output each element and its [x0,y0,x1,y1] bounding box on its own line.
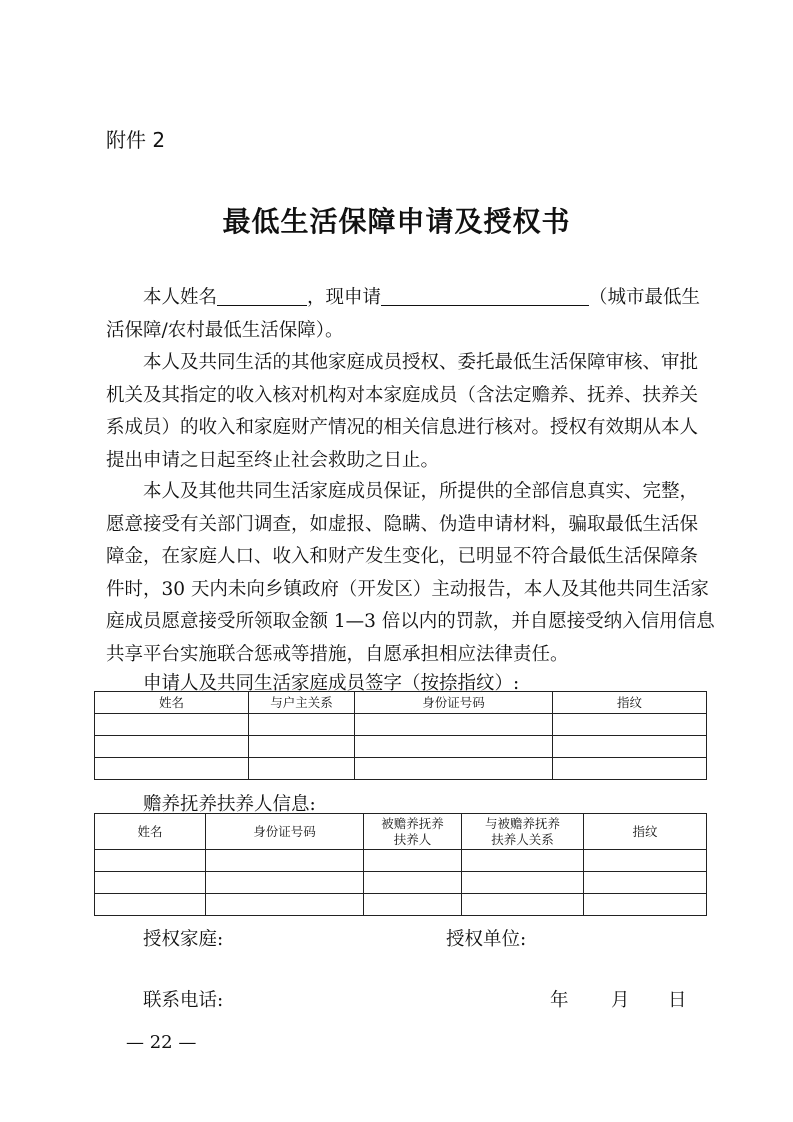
authorization-line: 提出申请之日起至终止社会救助之日止。 [106,449,440,471]
table-cell[interactable] [95,872,206,894]
table-cell[interactable] [364,850,462,872]
document-title: 最低生活保障申请及授权书 [222,205,571,238]
paragraph-application [106,282,702,347]
paragraph-guarantee [106,476,715,671]
table-cell[interactable] [95,714,249,736]
guarantee-line: 庭成员愿意接受所领取金额 1—3 倍以内的罚款，并自愿接受纳入信用信息 [106,611,715,632]
attachment-label: 附件 2 [106,128,166,152]
signature-table-label: 申请人及共同生活家庭成员签字（按捺指纹）: [143,673,520,694]
column-header-id-number: 身份证号码 [355,692,553,714]
supporter-table-label: 赡养抚养扶养人信息: [143,794,316,815]
authorizing-family-label: 授权家庭: [143,929,224,950]
name-label: 本人姓名 [143,287,218,308]
column-header-name: 姓名 [95,814,206,850]
guarantee-line: 共享平台实施联合惩戒等措施，自愿承担相应法律责任。 [106,643,569,665]
table-cell[interactable] [553,758,707,780]
table-cell[interactable] [355,758,553,780]
supporter-table [94,813,707,916]
column-header-relation: 与户主关系 [249,692,355,714]
authorization-line: 系成员）的收入和家庭财产情况的相关信息进行核对。授权有效期从本人 [106,417,699,438]
table-cell[interactable] [355,714,553,736]
date-day-label: 日 [668,990,687,1011]
table-cell[interactable] [95,758,249,780]
column-header-supported-person: 被赡养抚养扶养人 [364,814,462,850]
table-row [95,736,707,758]
column-header-id-number: 身份证号码 [206,814,364,850]
table-cell[interactable] [364,894,462,916]
applicant-name-blank[interactable] [217,285,307,306]
guarantee-line: 件时，30 天内未向乡镇政府（开发区）主动报告，本人及其他共同生活家 [106,578,709,600]
date-year-label: 年 [550,990,569,1011]
table-cell[interactable] [249,758,355,780]
table-cell[interactable] [206,850,364,872]
guarantee-line: 障金，在家庭人口、收入和财产发生变化，已明显不符合最低生活保障条 [106,546,699,567]
table-cell[interactable] [462,850,584,872]
table-cell[interactable] [95,736,249,758]
table-row [95,758,707,780]
apply-label: ，现申请 [307,287,382,308]
table-cell[interactable] [553,714,707,736]
table-row [95,714,707,736]
apply-type-blank[interactable] [381,285,589,306]
guarantee-line: 本人及其他共同生活家庭成员保证，所提供的全部信息真实、完整， [143,481,699,502]
table-row [95,894,707,916]
table-cell[interactable] [584,850,707,872]
table-cell[interactable] [95,850,206,872]
signature-table [94,691,707,780]
guarantee-line: 愿意接受有关部门调查，如虚报、隐瞒、伪造申请材料，骗取最低生活保 [106,513,699,535]
table-header-row [95,692,707,714]
table-row [95,872,707,894]
authorization-line: 机关及其指定的收入核对机构对本家庭成员（含法定赡养、抚养、扶养关 [106,384,699,406]
page-number: — 22 — [126,1032,197,1053]
authorizing-unit-label: 授权单位: [446,929,527,950]
column-header-fingerprint: 指纹 [553,692,707,714]
table-cell[interactable] [584,894,707,916]
paragraph-authorization [106,347,702,477]
table-cell[interactable] [249,714,355,736]
column-header-name: 姓名 [95,692,249,714]
column-header-supported-relation: 与被赡养抚养扶养人关系 [462,814,584,850]
table-cell[interactable] [553,736,707,758]
contact-phone-label: 联系电话: [143,990,224,1011]
table-header-row [95,814,707,850]
apply-type-options-start: （城市最低生 [589,287,701,308]
table-cell[interactable] [95,894,206,916]
column-header-fingerprint: 指纹 [584,814,707,850]
table-cell[interactable] [206,872,364,894]
date-month-label: 月 [611,990,630,1011]
table-cell[interactable] [462,872,584,894]
table-row [95,850,707,872]
apply-type-options-end: 活保障/农村最低生活保障）。 [106,319,344,341]
table-cell[interactable] [584,872,707,894]
authorization-line: 本人及共同生活的其他家庭成员授权、委托最低生活保障审核、审批 [143,352,699,373]
table-cell[interactable] [364,872,462,894]
table-cell[interactable] [462,894,584,916]
table-cell[interactable] [249,736,355,758]
table-cell[interactable] [206,894,364,916]
table-cell[interactable] [355,736,553,758]
